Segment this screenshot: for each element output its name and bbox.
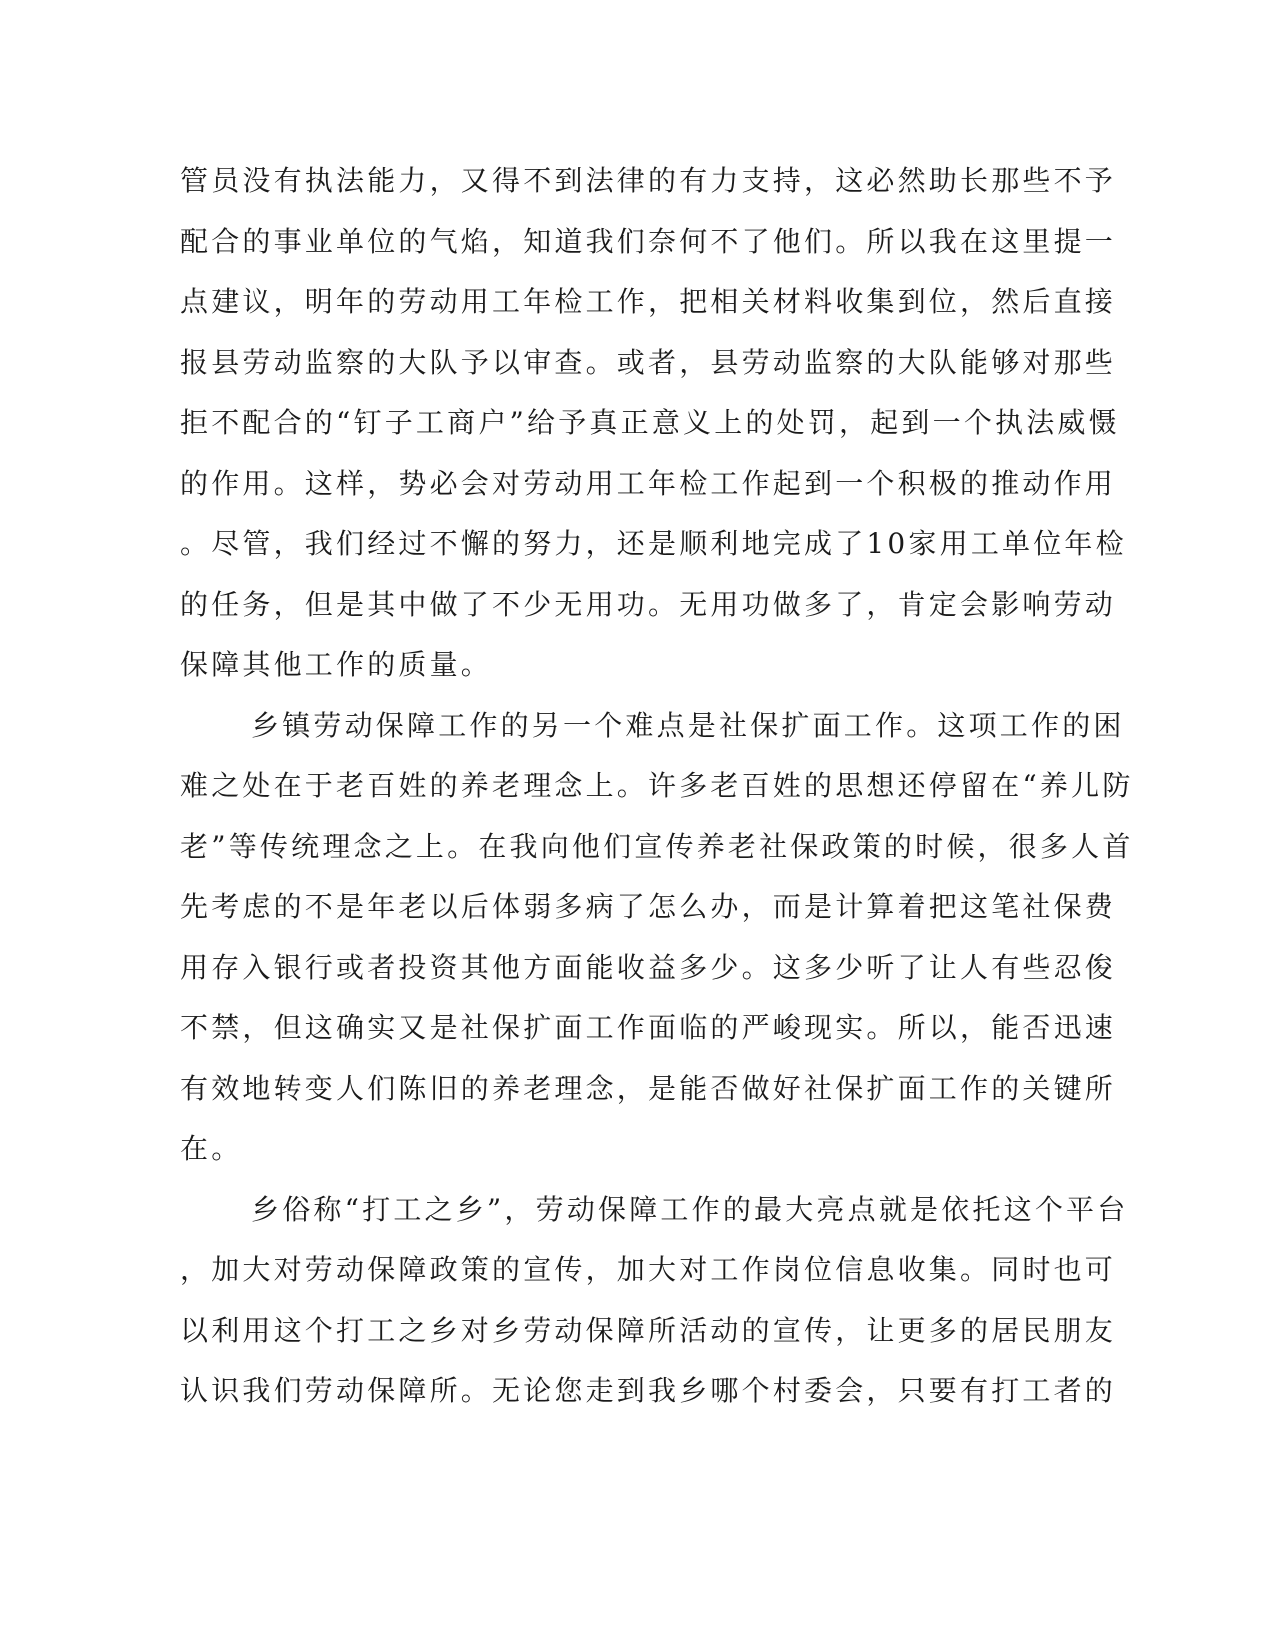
paragraph-start-line: 乡镇劳动保障工作的另一个难点是社保扩面工作。这项工作的困 (251, 708, 1125, 742)
text-line: 管员没有执法能力，又得不到法律的有力支持，这必然助长那些不予 (180, 164, 1117, 197)
text-line: 拒不配合的“钉子工商户”给予真正意义上的处罚，起到一个执法威慑 (180, 406, 1120, 439)
body-text (180, 158, 1134, 1429)
text-line: 用存入银行或者投资其他方面能收益多少。这多少听了让人有些忍俊 (180, 950, 1117, 984)
paragraph-start-line: 乡俗称“打工之乡”，劳动保障工作的最大亮点就是依托这个平台 (251, 1192, 1129, 1226)
text-line: 在。 (180, 1132, 243, 1165)
text-line: 保障其他工作的质量。 (180, 648, 493, 681)
text-line: 配合的事业单位的气焰，知道我们奈何不了他们。所以我在这里提一 (180, 224, 1117, 258)
text-line: 不禁，但这确实又是社保扩面工作面临的严峻现实。所以，能否迅速 (180, 1011, 1117, 1044)
text-line: 难之处在于老百姓的养老理念上。许多老百姓的思想还停留在“养儿防 (180, 769, 1134, 802)
text-line: 的作用。这样，势必会对劳动用工年检工作起到一个积极的推动作用 (180, 466, 1117, 500)
text-line: ，加大对劳动保障政策的宣传，加大对工作岗位信息收集。同时也可 (180, 1253, 1117, 1286)
text-line: 老”等传统理念之上。在我向他们宣传养老社保政策的时候，很多人首 (180, 829, 1134, 863)
text-line: 报县劳动监察的大队予以审查。或者，县劳动监察的大队能够对那些 (180, 345, 1117, 379)
text-line: 以利用这个打工之乡对乡劳动保障所活动的宣传，让更多的居民朋友 (180, 1313, 1117, 1347)
text-line: 先考虑的不是年老以后体弱多病了怎么办，而是计算着把这笔社保费 (180, 890, 1117, 923)
text-line: 的任务，但是其中做了不少无用功。无用功做多了，肯定会影响劳动 (180, 587, 1117, 621)
text-line: 有效地转变人们陈旧的养老理念，是能否做好社保扩面工作的关键所 (180, 1071, 1117, 1105)
text-line: 认识我们劳动保障所。无论您走到我乡哪个村委会，只要有打工者的 (180, 1374, 1117, 1407)
text-line: 点建议，明年的劳动用工年检工作，把相关材料收集到位，然后直接 (180, 285, 1117, 318)
text-line: 。尽管，我们经过不懈的努力，还是顺利地完成了10家用工单位年检 (180, 527, 1127, 560)
